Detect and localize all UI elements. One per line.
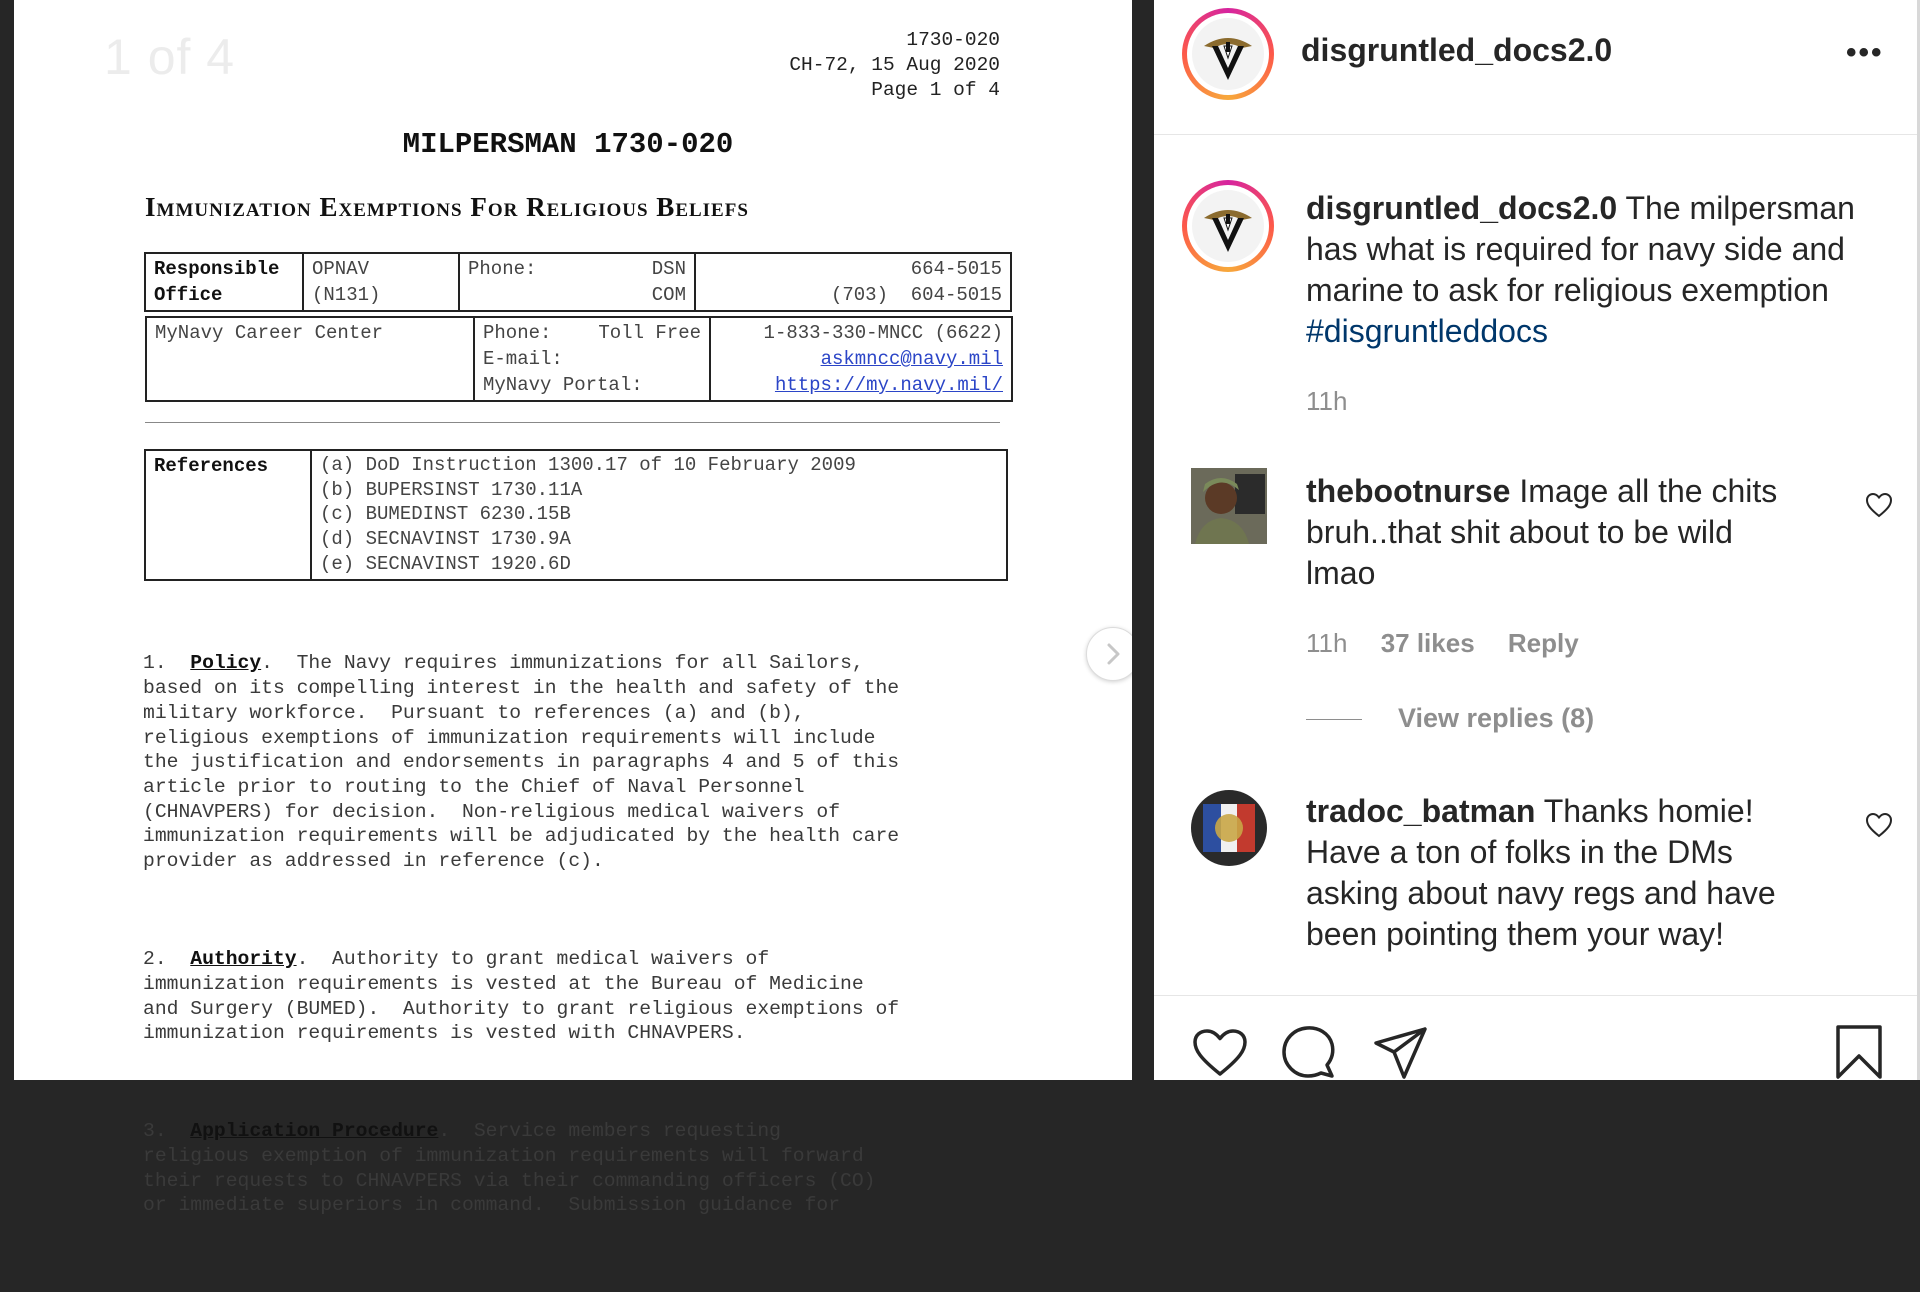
reference-item: (c) BUMEDINST 6230.15B: [320, 503, 571, 526]
author-avatar[interactable]: [1182, 8, 1274, 100]
paragraph-authority: 2. Authority. Authority to grant medical waivers of immunization requirements is vested at the Bureau of Medicine and Surgery (BUMED). Authority to grant religious exemptions of immunization requirements is vested with CHNAVPERS.: [143, 948, 900, 1045]
reference-item: (a) DoD Instruction 1300.17 of 10 February 2009: [320, 454, 856, 476]
post-action-bar: [1154, 995, 1917, 1081]
contact-values: 1-833-330-MNCC (6622) askmncc@navy.mil https://my.navy.mil/: [710, 317, 1012, 401]
responsible-office-label: Responsible Office: [145, 253, 303, 311]
avatar-logo: [1191, 790, 1267, 866]
panel-divider: [1132, 0, 1154, 1080]
comment-likes[interactable]: 37 likes: [1380, 628, 1475, 658]
caption-username[interactable]: disgruntled_docs2.0: [1306, 190, 1618, 226]
references-label: References: [145, 450, 311, 580]
commenter-avatar[interactable]: [1191, 468, 1267, 544]
references-table: [144, 449, 1008, 581]
author-username[interactable]: disgruntled_docs2.0: [1301, 32, 1613, 68]
post-header: [1154, 0, 1917, 135]
reply-button[interactable]: Reply: [1507, 628, 1579, 658]
comment-icon[interactable]: [1280, 1024, 1336, 1080]
paragraph-heading: Authority: [190, 948, 297, 971]
references-list: [311, 450, 1007, 580]
avatar-photo: [1191, 468, 1267, 544]
paragraph-heading: Application Procedure: [190, 1120, 439, 1143]
caption-avatar[interactable]: [1182, 180, 1274, 272]
heart-icon[interactable]: [1192, 1028, 1248, 1078]
comment-text: thebootnurse Image all the chits bruh..that shit about to be wild lmao: [1306, 473, 1778, 591]
comment-username[interactable]: tradoc_batman: [1306, 793, 1536, 829]
view-replies-button[interactable]: View replies (8): [1398, 703, 1595, 733]
chevron-right-icon: [1102, 641, 1124, 667]
reference-item: (b) BUPERSINST 1730.11A: [320, 478, 583, 501]
bookmark-icon[interactable]: [1834, 1024, 1884, 1080]
comment-meta: [1306, 628, 1579, 659]
portal-link[interactable]: https://my.navy.mil/: [774, 374, 1003, 396]
paragraph-heading: Policy: [190, 652, 262, 675]
email-link[interactable]: askmncc@navy.mil: [820, 348, 1003, 370]
reference-item: (d) SECNAVINST 1730.9A: [320, 528, 571, 551]
comment-timestamp: 11h: [1306, 628, 1348, 658]
document-change-date: CH-72, 15 Aug 2020: [789, 54, 1000, 76]
paragraph-policy: 1. Policy. The Navy requires immunizations for all Sailors, based on its compelling interest in the health and safety of the military workforce. Pursuant to references (a) and (b), religious exemptions of immunization requirements will include the justification and endorsements in paragraphs 4 and 5 of this article prior to routing to the Chief of Naval Personnel (CHNAVPERS) for decision. Non-religious medical waivers of immunization requirements will be adjudicated by the health care provider as addressed in reference (c).: [143, 652, 900, 873]
office-phone-numbers: 664-5015 (703) 604-5015: [695, 253, 1011, 311]
contact-labels: Phone: Toll Free E-mail: MyNavy Portal:: [474, 317, 710, 401]
post-sidebar: [1154, 0, 1917, 1080]
document-viewer: [14, 0, 1132, 1217]
document-header: [789, 28, 1000, 103]
comment-username[interactable]: thebootnurse: [1306, 473, 1511, 509]
horizontal-rule: [145, 422, 1000, 423]
more-options-icon[interactable]: •••: [1846, 36, 1884, 69]
heart-icon[interactable]: [1865, 492, 1893, 518]
document-page-label: Page 1 of 4: [871, 79, 1000, 101]
page-counter: 1 of 4: [104, 29, 236, 85]
hashtag-link[interactable]: #disgruntleddocs: [1306, 313, 1548, 349]
comment-text: tradoc_batman Thanks homie! Have a ton of folks in the DMs asking about navy regs and have been pointing them your way!: [1306, 793, 1776, 952]
avatar-logo: [1198, 24, 1258, 84]
caption-timestamp: 11h: [1306, 386, 1348, 416]
share-icon[interactable]: [1373, 1026, 1429, 1080]
office-code: OPNAV (N131): [303, 253, 459, 311]
career-center-table: [145, 316, 1013, 402]
phone-type-cell: Phone: DSN COM: [459, 253, 695, 311]
commenter-avatar[interactable]: [1191, 790, 1267, 866]
document-title: MILPERSMAN 1730-020: [402, 128, 734, 161]
paragraph-application-procedure: 3. Application Procedure. Service members requesting religious exemption of immunization requirements will forward their requests to CHNAVPERS via their commanding officers (CO) or immediate superiors in command. Submission guidance for: [143, 1120, 876, 1217]
document-subtitle: Immunization Exemptions For Religious Beliefs: [145, 192, 749, 222]
avatar-logo: [1198, 196, 1258, 256]
left-dark-strip: [0, 0, 14, 1080]
career-center-name: MyNavy Career Center: [146, 317, 474, 401]
document-body: [143, 602, 1043, 1292]
heart-icon[interactable]: [1865, 812, 1893, 838]
reference-item: (e) SECNAVINST 1920.6D: [320, 552, 571, 575]
document-number: 1730-020: [906, 29, 1000, 51]
post-caption: disgruntled_docs2.0 The milpersman has what is required for navy side and marine to ask for religious exemption #disgruntleddocs: [1306, 190, 1855, 349]
responsible-office-table: [144, 252, 1012, 312]
replies-divider: [1306, 719, 1362, 720]
